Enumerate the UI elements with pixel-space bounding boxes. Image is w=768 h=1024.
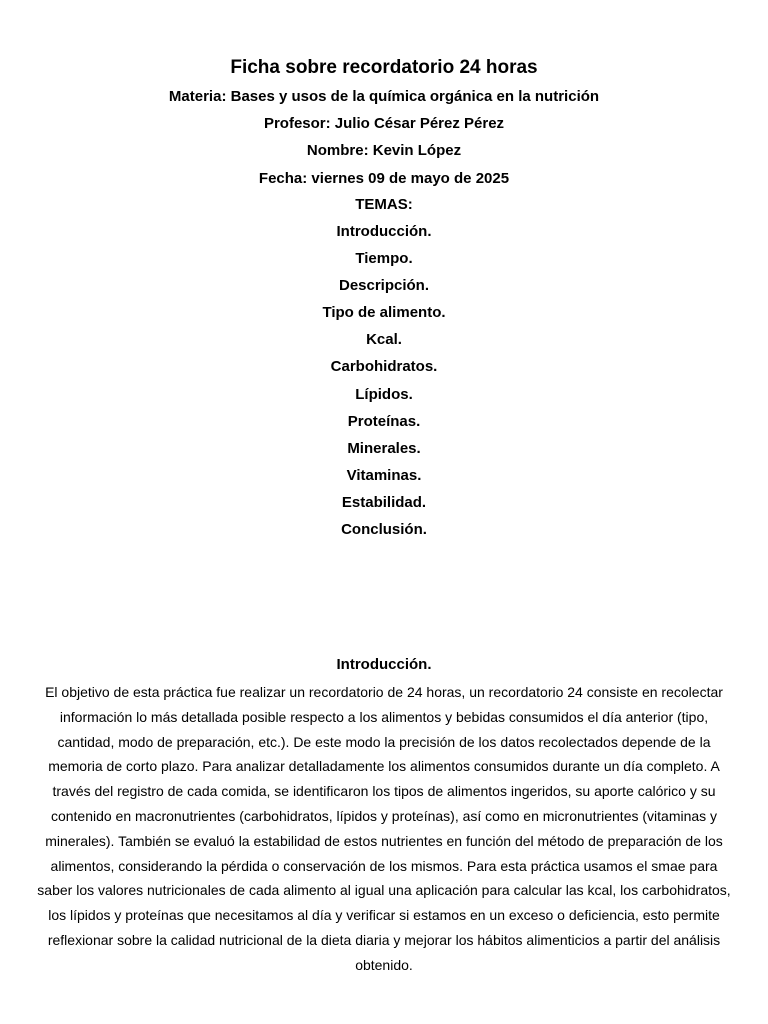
teacher-line: Profesor: Julio César Pérez Pérez <box>263 115 505 133</box>
topic-item: Descripción. <box>338 277 430 295</box>
introduction-heading: Introducción. <box>336 656 432 673</box>
topic-item: Minerales. <box>347 439 421 457</box>
topic-item: Kcal. <box>366 331 402 349</box>
topic-item: Conclusión. <box>341 521 427 539</box>
topic-item: Proteínas. <box>347 412 421 430</box>
topics-list <box>0 221 768 546</box>
introduction-paragraph: El objetivo de esta práctica fue realizar un recordatorio de 24 horas, un recordatorio 24 consiste en recolectar información lo más detallada posible respecto a los alimentos y bebidas consumidos el día anterior (tipo, cantidad, modo de preparación, etc.). De este modo la precisión de los datos recolectados depende de la memoria de corto plazo. Para analizar detalladamente los alimentos consumidos durante un día completo. A través del registro de cada comida, se identificaron los tipos de alimentos ingeridos, su aporte calórico y su contenido en macronutrientes (carbohidratos, lípidos y proteínas), así como en micronutrientes (vitaminas y minerales). También se evaluó la estabilidad de estos nutrientes en función del método de preparación de los alimentos, considerando la pérdida o conservación de los mismos. Para esta práctica usamos el smae para saber los valores nutricionales de cada alimento al igual una aplicación para calcular las kcal, los carbohidratos, los lípidos y proteínas que necesitamos al día y verificar si estamos en un exceso o deficiencia, esto permite reflexionar sobre la calidad nutricional de la dieta diaria y mejorar los hábitos alimenticios a partir del análisis obtenido. <box>37 684 731 973</box>
topics-heading: TEMAS: <box>355 196 413 213</box>
topic-item: Vitaminas. <box>346 466 422 484</box>
student-name-line: Nombre: Kevin López <box>306 142 462 160</box>
topic-item: Estabilidad. <box>341 493 427 511</box>
topic-item: Introducción. <box>336 223 432 240</box>
subject-line: Materia: Bases y usos de la química orgánica en la nutrición <box>168 88 600 105</box>
document-title: Ficha sobre recordatorio 24 horas <box>230 57 538 78</box>
topic-item: Tipo de alimento. <box>322 304 446 322</box>
date-line: Fecha: viernes 09 de mayo de 2025 <box>258 169 510 187</box>
header-info <box>0 86 768 195</box>
topic-item: Lípidos. <box>355 385 413 403</box>
topic-item: Carbohidratos. <box>330 358 438 376</box>
topic-item: Tiempo. <box>355 250 413 268</box>
